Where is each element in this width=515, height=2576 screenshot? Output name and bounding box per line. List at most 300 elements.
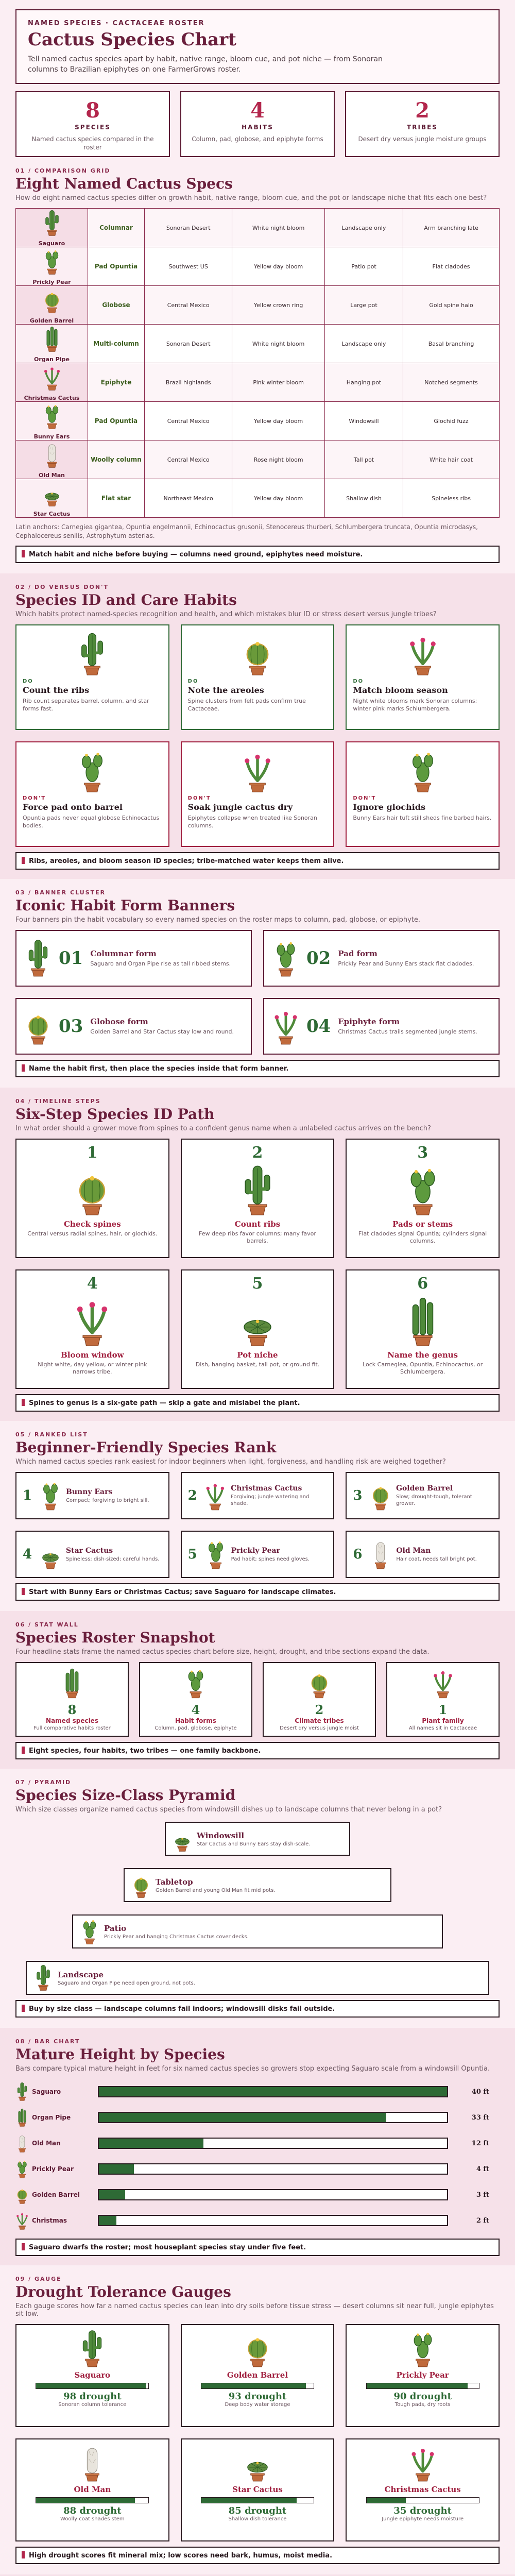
gauge-fill bbox=[367, 2383, 468, 2388]
gauge-illustration bbox=[347, 2443, 499, 2484]
species-cell bbox=[16, 247, 88, 286]
organ-cactus-icon bbox=[61, 1666, 83, 1700]
feature-cell: Glochid fuzz bbox=[403, 402, 500, 440]
card-illustration bbox=[23, 747, 162, 795]
pad-cactus-icon bbox=[405, 748, 441, 795]
species-name: Christmas Cactus bbox=[24, 395, 80, 401]
habit-cell: Epiphyte bbox=[88, 363, 145, 402]
tile-text: Column, pad, globose, epiphyte bbox=[154, 1725, 237, 1731]
tier-title: Landscape bbox=[58, 1970, 104, 1979]
rank-text: Pad habit; spines need gloves. bbox=[231, 1556, 310, 1562]
bar-label bbox=[15, 2081, 98, 2102]
pad-cactus-icon bbox=[408, 2328, 437, 2369]
step-text: Lock Carnegiea, Opuntia, Echinocactus, or Schlumbergera. bbox=[363, 1361, 483, 1375]
rank-number: 6 bbox=[353, 1547, 363, 1562]
table-row bbox=[16, 479, 500, 518]
niche-cell: Patio pot bbox=[324, 247, 403, 286]
step-text: Flat cladodes signal Opuntia; cylinders signal columns. bbox=[358, 1230, 487, 1244]
barrel-cactus-icon bbox=[15, 2184, 29, 2205]
gauge-value: 98 drought bbox=[63, 2391, 122, 2402]
id-step bbox=[181, 1269, 335, 1389]
star-cactus-icon bbox=[42, 479, 62, 508]
step-title: Count ribs bbox=[234, 1219, 281, 1229]
rank-text: Hair coat, needs tall bright pot. bbox=[396, 1556, 477, 1562]
id-step bbox=[346, 1139, 500, 1258]
step-illustration bbox=[16, 1293, 168, 1350]
bloom-cell: Yellow day bloom bbox=[232, 247, 325, 286]
tile-number: 4 bbox=[191, 1702, 200, 1717]
card-text: Epiphytes collapse when treated like Sonoran columns. bbox=[187, 815, 317, 829]
woolly-cactus-icon bbox=[15, 2133, 29, 2154]
bloom-cell: Yellow day bloom bbox=[232, 402, 325, 440]
pad-cactus-icon bbox=[205, 1538, 226, 1571]
organ-cactus-icon bbox=[15, 2107, 29, 2128]
header-tag: NAMED SPECIES · CACTACEAE ROSTER bbox=[28, 20, 205, 27]
bloom-cell: Yellow crown ring bbox=[232, 286, 325, 325]
tile-number: 1 bbox=[438, 1702, 448, 1717]
gauge-species: Old Man bbox=[74, 2485, 111, 2494]
gauge-illustration bbox=[182, 2443, 334, 2484]
step-number: 2 bbox=[252, 1144, 263, 1162]
woolly-cactus-icon bbox=[42, 440, 62, 469]
barrel-cactus-icon bbox=[73, 1163, 112, 1218]
feature-cell: Gold spine halo bbox=[403, 286, 500, 325]
stat-label: SPECIES bbox=[75, 124, 111, 131]
range-cell: Sonoran Desert bbox=[145, 209, 232, 247]
rank-title: Old Man bbox=[396, 1546, 431, 1555]
step-title: Check spines bbox=[63, 1219, 121, 1229]
gauge-illustration bbox=[347, 2328, 499, 2369]
species-cell bbox=[16, 325, 88, 363]
organ-cactus-icon bbox=[403, 1294, 442, 1349]
card-text: Night white blooms mark Sonoran columns; winter pink marks Schlumbergera. bbox=[353, 698, 477, 712]
tile-title: Habit forms bbox=[175, 1717, 216, 1724]
section-callout: Start with Bunny Ears or Christmas Cactus; save Saguaro for landscape climates. bbox=[15, 1583, 500, 1601]
barrel-cactus-icon bbox=[239, 631, 276, 678]
gauge-illustration bbox=[182, 2328, 334, 2369]
banner-title: Epiphyte form bbox=[338, 1017, 400, 1026]
tile-text: All names sit in Cactaceae bbox=[408, 1725, 477, 1731]
range-cell: Brazil highlands bbox=[145, 363, 232, 402]
card-title: Count the ribs bbox=[23, 685, 90, 695]
rank-section bbox=[15, 1421, 500, 1601]
habit-banner bbox=[15, 998, 252, 1055]
steps-grid bbox=[15, 1139, 500, 1389]
comparison-section bbox=[15, 157, 500, 563]
bar-track bbox=[98, 2189, 448, 2200]
section-title: Mature Height by Species bbox=[15, 2046, 225, 2063]
id-step bbox=[15, 1269, 169, 1389]
bar-label bbox=[15, 2184, 98, 2205]
card-illustration bbox=[353, 630, 492, 679]
step-title: Pads or stems bbox=[392, 1219, 453, 1229]
bar-value: 33 ft bbox=[471, 2113, 489, 2122]
card-title: Ignore glochids bbox=[353, 802, 426, 812]
epi-cactus-icon bbox=[73, 1294, 112, 1349]
gauge-bar bbox=[201, 2383, 314, 2389]
bloom-cell: Rose night bloom bbox=[232, 440, 325, 479]
banner-title: Pad form bbox=[338, 949, 377, 958]
step-number: 3 bbox=[417, 1144, 428, 1162]
feature-cell: Spineless ribs bbox=[403, 479, 500, 518]
niche-cell: Landscape only bbox=[324, 325, 403, 363]
gauge-fill bbox=[367, 2498, 406, 2503]
bar-fill bbox=[99, 2113, 386, 2122]
banner-number: 04 bbox=[306, 1016, 331, 1037]
stat-wall-grid bbox=[15, 1662, 500, 1737]
range-cell: Central Mexico bbox=[145, 440, 232, 479]
do-card bbox=[15, 624, 169, 730]
gauge-text: Woolly coat shades stem bbox=[60, 2516, 125, 2522]
column-cactus-icon bbox=[15, 2081, 29, 2102]
habit-cell: Pad Opuntia bbox=[88, 402, 145, 440]
niche-cell: Large pot bbox=[324, 286, 403, 325]
bar-row bbox=[15, 2105, 500, 2130]
bar-fill bbox=[99, 2190, 125, 2199]
epi-cactus-icon bbox=[239, 748, 276, 795]
section-title: Drought Tolerance Gauges bbox=[15, 2283, 231, 2300]
banner-number: 01 bbox=[59, 948, 83, 969]
step-text: Night white, day yellow, or winter pink narrows tribe. bbox=[38, 1361, 147, 1375]
step-title: Pot niche bbox=[237, 1350, 278, 1360]
gauge-value: 90 drought bbox=[393, 2391, 452, 2402]
dont-card bbox=[15, 741, 169, 847]
card-illustration bbox=[23, 630, 162, 679]
step-text: Central versus radial spines, hair, or glochids. bbox=[27, 1230, 158, 1237]
tier-title: Patio bbox=[104, 1923, 127, 1933]
bloom-cell: Yellow day bloom bbox=[232, 479, 325, 518]
section-lede: Four headline stats frame the named cactus species chart before size, height, drought, and tribe sections expand the data. bbox=[15, 1648, 430, 1656]
comparison-table bbox=[15, 208, 500, 518]
species-cell bbox=[16, 209, 88, 247]
tile-title: Climate tribes bbox=[295, 1717, 344, 1724]
bloom-cell: Pink winter bloom bbox=[232, 363, 325, 402]
stat-desc: Column, pad, globose, and epiphyte forms bbox=[192, 135, 323, 143]
banner-title: Globose form bbox=[90, 1017, 148, 1026]
tier-title: Windowsill bbox=[197, 1831, 245, 1840]
stat-wall-section bbox=[0, 1611, 515, 1769]
section-callout: Match habit and niche before buying — columns need ground, epiphytes need moisture. bbox=[15, 546, 500, 563]
card-text: Rib count separates barrel, column, and star forms fast. bbox=[23, 698, 149, 712]
section-eyebrow: 06 / STAT WALL bbox=[15, 1621, 79, 1628]
gauge-illustration bbox=[16, 2328, 168, 2369]
bar-fill bbox=[99, 2164, 134, 2174]
banner-number: 02 bbox=[306, 948, 331, 969]
gauge-text: Deep body water storage bbox=[225, 2402, 290, 2408]
rank-text: Compact; forgiving to bright sill. bbox=[66, 1497, 149, 1503]
bar-species: Organ Pipe bbox=[32, 2114, 71, 2121]
rank-item bbox=[15, 1531, 169, 1578]
pad-cactus-icon bbox=[74, 748, 110, 795]
section-callout: High drought scores fit mineral mix; low scores need bark, humus, moist media. bbox=[15, 2547, 500, 2564]
card-title: Soak jungle cactus dry bbox=[187, 802, 293, 812]
feature-cell: White hair coat bbox=[403, 440, 500, 479]
bar-row bbox=[15, 2156, 500, 2182]
tier-text: Golden Barrel and young Old Man fit mid pots. bbox=[156, 1887, 276, 1893]
pad-cactus-icon bbox=[403, 1163, 442, 1218]
size-tier bbox=[124, 1868, 391, 1902]
epi-cactus-icon bbox=[42, 363, 62, 392]
section-lede: Each gauge scores how far a named cactus species can lean into dry soils before tissue stress — desert columns sit near full, jungle epiphytes sit low. bbox=[15, 2302, 494, 2318]
section-lede: In what order should a grower move from spines to a confident genus name when a unlabeled cactus arrives on the bench? bbox=[15, 1125, 431, 1132]
banner-number: 03 bbox=[59, 1016, 83, 1037]
gauge-fill bbox=[36, 2498, 135, 2503]
pad-cactus-icon bbox=[42, 402, 62, 431]
habit-cell: Woolly column bbox=[88, 440, 145, 479]
niche-cell: Hanging pot bbox=[324, 363, 403, 402]
steps-section bbox=[0, 1088, 515, 1421]
card-kind: DON'T bbox=[187, 795, 211, 801]
pad-cactus-icon bbox=[80, 1917, 99, 1946]
gauge-value: 88 drought bbox=[63, 2505, 122, 2516]
stat-tile bbox=[386, 1662, 500, 1737]
dont-card bbox=[346, 741, 500, 847]
table-row bbox=[16, 247, 500, 286]
drought-gauge bbox=[346, 2324, 500, 2427]
tile-title: Named species bbox=[46, 1717, 98, 1724]
do-dont-grid bbox=[15, 624, 500, 847]
column-cactus-icon bbox=[238, 1163, 277, 1218]
banner-text: Saguaro and Organ Pipe rise as tall ribbed stems. bbox=[90, 960, 231, 967]
column-cactus-icon bbox=[74, 631, 110, 678]
bar-track bbox=[98, 2086, 448, 2097]
habit-banner bbox=[15, 930, 252, 987]
gauge-fill bbox=[201, 2498, 297, 2503]
rank-title: Star Cactus bbox=[66, 1546, 113, 1555]
id-step bbox=[15, 1139, 169, 1258]
bar-fill bbox=[99, 2139, 203, 2148]
section-eyebrow: 08 / BAR CHART bbox=[15, 2038, 80, 2045]
bar-track bbox=[98, 2163, 448, 2175]
table-row bbox=[16, 286, 500, 325]
latin-note: Latin anchors: Carnegiea gigantea, Opuntia engelmannii, Echinocactus grusonii, Stenocereus thurberi, Schlumbergera truncata, Opuntia microdasys, Cephalocereus senilis, Astrophytum asterias. bbox=[15, 523, 478, 539]
table-row bbox=[16, 440, 500, 479]
epi-cactus-icon bbox=[15, 2210, 29, 2231]
tile-text: Full comparative habits roster bbox=[33, 1725, 111, 1731]
habit-cell: Columnar bbox=[88, 209, 145, 247]
card-text: Bunny Ears hair tuft still sheds fine barbed hairs. bbox=[353, 815, 492, 821]
gauge-bar bbox=[201, 2497, 314, 2503]
gauge-species: Golden Barrel bbox=[227, 2370, 288, 2380]
step-illustration bbox=[347, 1162, 499, 1219]
gauge-bar bbox=[366, 2383, 479, 2389]
rank-number: 2 bbox=[187, 1488, 197, 1503]
stat-tile bbox=[263, 1662, 376, 1737]
gauge-bar bbox=[366, 2497, 479, 2503]
section-lede: Bars compare typical mature height in feet for six named cactus species so growers stop expecting Saguaro scale from a windowsill Opuntia. bbox=[15, 2065, 490, 2073]
bar-chart bbox=[15, 2079, 500, 2233]
card-title: Note the areoles bbox=[187, 685, 264, 695]
section-callout: Buy by size class — landscape columns fail indoors; windowsill disks fail outside. bbox=[15, 2000, 500, 2018]
rank-number: 1 bbox=[23, 1488, 32, 1503]
card-illustration bbox=[188, 630, 328, 679]
pyramid bbox=[15, 1822, 500, 1995]
organ-cactus-icon bbox=[42, 325, 62, 353]
table-row bbox=[16, 363, 500, 402]
epi-cactus-icon bbox=[408, 2443, 437, 2484]
bar-value: 4 ft bbox=[476, 2165, 489, 2173]
gauge-section bbox=[15, 2265, 500, 2564]
rank-item bbox=[346, 1472, 500, 1519]
section-title: Eight Named Cactus Specs bbox=[15, 175, 233, 192]
page bbox=[0, 9, 515, 2576]
tile-number: 8 bbox=[67, 1702, 77, 1717]
pad-cactus-icon bbox=[15, 2159, 29, 2179]
step-text: Few deep ribs favor columns; many favor barrels. bbox=[199, 1230, 316, 1244]
tile-text: Desert dry versus jungle moist bbox=[280, 1725, 359, 1731]
table-row bbox=[16, 402, 500, 440]
pad-cactus-icon bbox=[184, 1666, 207, 1700]
size-tier bbox=[165, 1822, 350, 1856]
bar-fill bbox=[99, 2216, 116, 2225]
card-title: Force pad onto barrel bbox=[23, 802, 123, 812]
bar-track bbox=[98, 2138, 448, 2149]
species-cell bbox=[16, 363, 88, 402]
section-eyebrow: 05 / RANKED LIST bbox=[15, 1431, 88, 1438]
rank-item bbox=[346, 1531, 500, 1578]
tile-number: 2 bbox=[315, 1702, 324, 1717]
habit-banner bbox=[263, 930, 500, 987]
bar-fill bbox=[99, 2087, 447, 2096]
species-cell bbox=[16, 440, 88, 479]
tile-title: Plant family bbox=[422, 1717, 464, 1724]
rank-title: Golden Barrel bbox=[396, 1484, 453, 1493]
section-title: Six-Step Species ID Path bbox=[15, 1106, 215, 1123]
rank-item bbox=[181, 1531, 335, 1578]
section-eyebrow: 04 / TIMELINE STEPS bbox=[15, 1098, 101, 1105]
bar-species: Old Man bbox=[32, 2140, 61, 2147]
feature-cell: Basal branching bbox=[403, 325, 500, 363]
pad-cactus-icon bbox=[272, 938, 299, 979]
epi-cactus-icon bbox=[205, 1479, 226, 1512]
gauge-text: Jungle epiphyte needs moisture bbox=[382, 2516, 464, 2522]
star-cactus-icon bbox=[40, 1538, 61, 1571]
habit-cell: Multi-column bbox=[88, 325, 145, 363]
species-name: Organ Pipe bbox=[34, 356, 70, 363]
rank-item bbox=[181, 1472, 335, 1519]
gauge-value: 93 drought bbox=[228, 2391, 287, 2402]
column-cactus-icon bbox=[42, 209, 62, 238]
tier-text: Star Cactus and Bunny Ears stay dish-scale. bbox=[197, 1841, 311, 1847]
stat-number: 8 bbox=[85, 98, 100, 123]
column-cactus-icon bbox=[25, 938, 52, 979]
stat-number: 2 bbox=[415, 98, 430, 123]
bar-track bbox=[98, 2112, 448, 2123]
species-cell bbox=[16, 479, 88, 518]
habit-cell: Pad Opuntia bbox=[88, 247, 145, 286]
bar-row bbox=[15, 2182, 500, 2208]
tier-text: Prickly Pear and hanging Christmas Cactus cover decks. bbox=[104, 1934, 249, 1940]
banner-title: Columnar form bbox=[90, 949, 157, 958]
rank-title: Christmas Cactus bbox=[231, 1484, 302, 1493]
woolly-cactus-icon bbox=[370, 1538, 391, 1571]
page-title: Cactus Species Chart bbox=[28, 29, 236, 50]
banner-text: Prickly Pear and Bunny Ears stack flat cladodes. bbox=[338, 960, 474, 967]
gauge-fill bbox=[201, 2383, 306, 2388]
step-illustration bbox=[182, 1162, 334, 1219]
stat-tile bbox=[139, 1662, 252, 1737]
barrel-cactus-icon bbox=[370, 1479, 391, 1512]
bar-species: Christmas bbox=[32, 2217, 67, 2224]
rank-number: 3 bbox=[353, 1488, 363, 1503]
niche-cell: Windowsill bbox=[324, 402, 403, 440]
rank-number: 4 bbox=[23, 1547, 32, 1562]
section-callout: Saguaro dwarfs the roster; most houseplant species stay under five feet. bbox=[15, 2239, 500, 2256]
gauge-value: 85 drought bbox=[228, 2505, 287, 2516]
barrel-cactus-icon bbox=[42, 286, 62, 315]
bar-label bbox=[15, 2107, 98, 2128]
woolly-cactus-icon bbox=[78, 2443, 107, 2484]
drought-gauge bbox=[346, 2438, 500, 2541]
gauge-species: Christmas Cactus bbox=[384, 2485, 461, 2494]
stat-label: HABITS bbox=[242, 124, 273, 131]
range-cell: Northeast Mexico bbox=[145, 479, 232, 518]
bar-value: 3 ft bbox=[476, 2191, 489, 2199]
card-illustration bbox=[188, 747, 328, 795]
bar-value: 12 ft bbox=[471, 2139, 489, 2147]
species-name: Old Man bbox=[38, 472, 65, 479]
step-illustration bbox=[16, 1162, 168, 1219]
banner-grid bbox=[15, 930, 500, 1055]
section-lede: Which named cactus species rank easiest for indoor beginners when light, forgiveness, and handling risk are weighed together? bbox=[15, 1458, 446, 1466]
feature-cell: Flat cladodes bbox=[403, 247, 500, 286]
banners-section bbox=[15, 879, 500, 1077]
gauge-grid bbox=[15, 2324, 500, 2541]
card-kind: DO bbox=[23, 679, 33, 684]
do-dont-section bbox=[0, 573, 515, 879]
barrel-cactus-icon bbox=[243, 2328, 272, 2369]
section-eyebrow: 01 / COMPARISON GRID bbox=[15, 167, 111, 174]
gauge-bar bbox=[36, 2383, 149, 2389]
feature-cell: Notched segments bbox=[403, 363, 500, 402]
gauge-value: 35 drought bbox=[393, 2505, 452, 2516]
section-eyebrow: 03 / BANNER CLUSTER bbox=[15, 889, 106, 896]
section-title: Beginner-Friendly Species Rank bbox=[15, 1439, 277, 1456]
epi-cactus-icon bbox=[432, 1666, 454, 1700]
do-card bbox=[346, 624, 500, 730]
gauge-species: Prickly Pear bbox=[396, 2370, 449, 2380]
card-kind: DON'T bbox=[23, 795, 46, 801]
table-row bbox=[16, 325, 500, 363]
column-cactus-icon bbox=[34, 1963, 53, 1992]
stat-desc: Desert dry versus jungle moisture groups bbox=[358, 135, 487, 143]
section-title: Species Size-Class Pyramid bbox=[15, 1787, 236, 1804]
niche-cell: Landscape only bbox=[324, 209, 403, 247]
rank-text: Spineless; dish-sized; careful hands. bbox=[66, 1556, 160, 1562]
do-card bbox=[181, 624, 335, 730]
gauge-bar bbox=[36, 2497, 149, 2503]
stat-card-tribes bbox=[345, 91, 500, 157]
dont-card bbox=[181, 741, 335, 847]
gauge-illustration bbox=[16, 2443, 168, 2484]
epi-cactus-icon bbox=[405, 631, 441, 678]
stat-number: 4 bbox=[250, 98, 265, 123]
star-cactus-icon bbox=[243, 2443, 272, 2484]
step-number: 6 bbox=[417, 1275, 428, 1293]
gauge-text: Shallow dish tolerance bbox=[228, 2516, 287, 2522]
id-step bbox=[181, 1139, 335, 1258]
bar-row bbox=[15, 2208, 500, 2233]
rank-text: Slow; drought-tough, tolerant grower. bbox=[396, 1494, 472, 1506]
bar-species: Saguaro bbox=[32, 2088, 61, 2095]
step-text: Dish, hanging basket, tall pot, or ground fit. bbox=[195, 1361, 320, 1368]
pad-cactus-icon bbox=[42, 247, 62, 276]
range-cell: Sonoran Desert bbox=[145, 325, 232, 363]
gauge-species: Saguaro bbox=[74, 2370, 111, 2380]
stat-label: TRIBES bbox=[407, 124, 438, 131]
size-tier bbox=[26, 1961, 489, 1995]
rank-title: Bunny Ears bbox=[66, 1487, 113, 1496]
